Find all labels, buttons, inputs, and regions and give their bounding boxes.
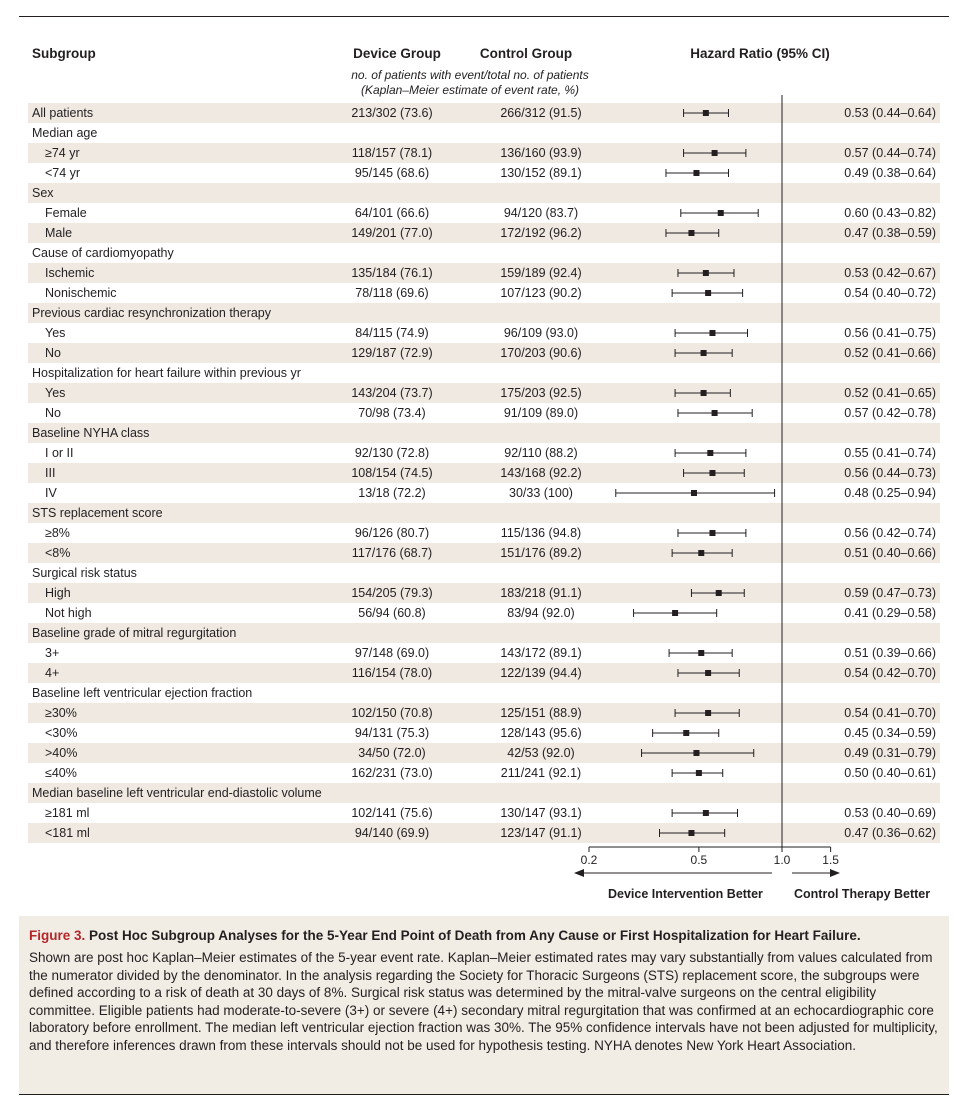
hazard-ratio-value: 0.47 (0.36–0.62) (844, 826, 936, 840)
table-row (28, 223, 940, 243)
hazard-ratio-value: 0.56 (0.42–0.74) (844, 526, 936, 540)
device-value: 117/176 (68.7) (351, 546, 433, 560)
subgroup-label: ≤40% (45, 766, 77, 780)
hazard-ratio-value: 0.54 (0.41–0.70) (844, 706, 936, 720)
device-value: 129/187 (72.9) (351, 346, 433, 360)
subgroup-label: ≥181 ml (45, 806, 90, 820)
table-row (28, 423, 940, 443)
table-row (28, 623, 940, 643)
subheader-line-1: no. of patients with event/total no. of patients (351, 68, 589, 82)
hazard-ratio-value: 0.51 (0.40–0.66) (844, 546, 936, 560)
table-row (28, 203, 940, 223)
table-row (28, 823, 940, 843)
table-row (28, 683, 940, 703)
device-value: 92/130 (72.8) (354, 446, 430, 460)
control-value: 123/147 (91.1) (500, 826, 582, 840)
table-row (28, 383, 940, 403)
device-value: 102/150 (70.8) (351, 706, 433, 720)
device-value: 162/231 (73.0) (351, 766, 433, 780)
device-value: 116/154 (78.0) (351, 666, 433, 680)
device-value: 64/101 (66.6) (354, 206, 430, 220)
table-row (28, 723, 940, 743)
hazard-ratio-value: 0.60 (0.43–0.82) (844, 206, 936, 220)
device-value: 135/184 (76.1) (351, 266, 433, 280)
device-value: 108/154 (74.5) (351, 466, 433, 480)
control-value: 143/172 (89.1) (500, 646, 582, 660)
subgroup-label: Female (45, 206, 87, 220)
control-group-header: Control Group (479, 46, 573, 61)
hazard-ratio-value: 0.54 (0.42–0.70) (844, 666, 936, 680)
control-value: 128/143 (95.6) (500, 726, 582, 740)
control-value: 122/139 (94.4) (500, 666, 582, 680)
hazard-ratio-header: Hazard Ratio (95% CI) (690, 46, 830, 61)
hazard-ratio-value: 0.55 (0.41–0.74) (844, 446, 936, 460)
table-row (28, 783, 940, 803)
control-value: 159/189 (92.4) (500, 266, 582, 280)
x-tick-label: 1.5 (822, 853, 839, 867)
subgroup-label: Not high (45, 606, 92, 620)
hazard-ratio-value: 0.49 (0.38–0.64) (844, 166, 936, 180)
table-row (28, 803, 940, 823)
hazard-ratio-value: 0.57 (0.42–0.78) (844, 406, 936, 420)
control-value: 175/203 (92.5) (500, 386, 582, 400)
hazard-ratio-value: 0.53 (0.40–0.69) (844, 806, 936, 820)
subgroup-label: Baseline NYHA class (32, 426, 150, 440)
bottom-rule (19, 1094, 949, 1095)
hazard-ratio-value: 0.48 (0.25–0.94) (844, 486, 936, 500)
control-value: 143/168 (92.2) (500, 466, 582, 480)
hazard-ratio-value: 0.47 (0.38–0.59) (844, 226, 936, 240)
subgroup-label: ≥8% (45, 526, 70, 540)
subgroup-label: Yes (45, 326, 66, 340)
subgroup-label: Previous cardiac resynchronization therapy (32, 306, 272, 320)
device-group-header: Device Group (353, 46, 441, 61)
subgroup-label: STS replacement score (32, 506, 163, 520)
control-value: 30/33 (100) (509, 486, 573, 500)
x-tick-label: 0.5 (690, 853, 708, 867)
table-row (28, 663, 940, 683)
control-value: 91/109 (89.0) (503, 406, 579, 420)
subgroup-label: No (45, 346, 61, 360)
table-row (28, 743, 940, 763)
control-value: 266/312 (91.5) (500, 106, 582, 120)
table-row (28, 563, 940, 583)
device-value: 149/201 (77.0) (351, 226, 433, 240)
table-row (28, 243, 940, 263)
control-value: 130/152 (89.1) (500, 166, 582, 180)
hazard-ratio-value: 0.56 (0.44–0.73) (844, 466, 936, 480)
subgroup-label: <181 ml (45, 826, 90, 840)
control-value: 96/109 (93.0) (503, 326, 579, 340)
table-row (28, 323, 940, 343)
subgroup-header: Subgroup (32, 46, 96, 61)
hazard-ratio-value: 0.50 (0.40–0.61) (844, 766, 936, 780)
subgroup-label: ≥30% (45, 706, 77, 720)
table-row (28, 463, 940, 483)
subheader-line-2: (Kaplan–Meier estimate of event rate, %) (360, 83, 580, 97)
x-tick-label: 0.2 (580, 853, 598, 867)
control-value: 183/218 (91.1) (500, 586, 582, 600)
subgroup-label: High (45, 586, 71, 600)
device-value: 78/118 (69.6) (355, 286, 429, 300)
caption-title-text: Post Hoc Subgroup Analyses for the 5-Year End Point of Death from Any Cause or First Hospitalization for Heart Failure. (85, 928, 861, 943)
table-row (28, 603, 940, 623)
subgroup-label: >40% (45, 746, 78, 760)
counts-subheader (300, 68, 640, 98)
device-value: 56/94 (60.8) (358, 606, 426, 620)
caption-title (29, 928, 941, 943)
device-value: 70/98 (73.4) (358, 406, 426, 420)
table-row (28, 523, 940, 543)
table-row (28, 403, 940, 423)
subgroup-label: Cause of cardiomyopathy (32, 246, 174, 260)
right-arrow-head (830, 869, 840, 877)
subgroup-label: Baseline grade of mitral regurgitation (32, 626, 237, 640)
control-value: 125/151 (88.9) (500, 706, 582, 720)
hazard-ratio-value: 0.53 (0.42–0.67) (844, 266, 936, 280)
hazard-ratio-value: 0.59 (0.47–0.73) (844, 586, 936, 600)
subgroup-label: Nonischemic (45, 286, 117, 300)
hazard-ratio-value: 0.54 (0.40–0.72) (844, 286, 936, 300)
table-row (28, 103, 940, 123)
subgroup-label: III (45, 466, 56, 480)
subgroup-label: Yes (45, 386, 66, 400)
subgroup-label: Median baseline left ventricular end-diastolic volume (32, 786, 322, 800)
control-value: 136/160 (93.9) (500, 146, 582, 160)
device-value: 97/148 (69.0) (354, 646, 430, 660)
control-value: 172/192 (96.2) (500, 226, 582, 240)
control-value: 94/120 (83.7) (503, 206, 579, 220)
device-value: 13/18 (72.2) (358, 486, 426, 500)
table-row (28, 483, 940, 503)
device-value: 213/302 (73.6) (351, 106, 433, 120)
device-value: 96/126 (80.7) (354, 526, 430, 540)
control-value: 151/176 (89.2) (500, 546, 582, 560)
device-value: 154/205 (79.3) (351, 586, 433, 600)
device-value: 118/157 (78.1) (351, 146, 433, 160)
control-value: 170/203 (90.6) (500, 346, 582, 360)
hazard-ratio-value: 0.51 (0.39–0.66) (844, 646, 936, 660)
subgroup-label: 3+ (45, 646, 60, 660)
favors-device-label: Device Intervention Better (608, 887, 763, 901)
hazard-ratio-value: 0.52 (0.41–0.65) (844, 386, 936, 400)
top-rule (19, 16, 949, 17)
table-row (28, 443, 940, 463)
hazard-ratio-value: 0.57 (0.44–0.74) (844, 146, 936, 160)
control-value: 211/241 (92.1) (500, 766, 582, 780)
device-value: 102/141 (75.6) (351, 806, 433, 820)
subgroup-label: Surgical risk status (32, 566, 137, 580)
hazard-ratio-value: 0.45 (0.34–0.59) (844, 726, 936, 740)
figure-caption (19, 916, 949, 1094)
left-arrow-head (574, 869, 584, 877)
table-row (28, 303, 940, 323)
control-value: 115/136 (94.8) (500, 526, 582, 540)
favors-control-label: Control Therapy Better (794, 887, 931, 901)
table-row (28, 543, 940, 563)
subgroup-label: 4+ (45, 666, 60, 680)
table-row (28, 143, 940, 163)
table-row (28, 283, 940, 303)
device-value: 95/145 (68.6) (354, 166, 430, 180)
table-row (28, 763, 940, 783)
table-row (28, 583, 940, 603)
control-value: 83/94 (92.0) (507, 606, 575, 620)
table-row (28, 643, 940, 663)
subgroup-label: <74 yr (45, 166, 81, 180)
subgroup-label: <8% (45, 546, 71, 560)
table-row (28, 123, 940, 143)
table-row (28, 343, 940, 363)
device-value: 34/50 (72.0) (358, 746, 426, 760)
control-value: 42/53 (92.0) (507, 746, 575, 760)
subgroup-label: No (45, 406, 61, 420)
hazard-ratio-value: 0.56 (0.41–0.75) (844, 326, 936, 340)
x-tick-label: 1.0 (773, 853, 791, 867)
device-value: 143/204 (73.7) (351, 386, 433, 400)
device-value: 84/115 (74.9) (355, 326, 429, 340)
subgroup-label: Sex (32, 186, 54, 200)
hazard-ratio-value: 0.49 (0.31–0.79) (844, 746, 936, 760)
table-row (28, 363, 940, 383)
control-value: 92/110 (88.2) (504, 446, 578, 460)
control-value: 107/123 (90.2) (500, 286, 582, 300)
subgroup-label: Male (45, 226, 73, 240)
figure-label: Figure 3. (29, 928, 86, 943)
subgroup-label: Baseline left ventricular ejection fraction (32, 686, 253, 700)
caption-body: Shown are post hoc Kaplan–Meier estimates of the 5-year event rate. Kaplan–Meier estimated rates may vary substantially from values calculated from the numerator divided by the denominator. In the analysis regarding the Society for Thoracic Surgeons (STS) replacement score, the subgroups were defined according to a risk of death at 30 days of 8%. Surgical risk status was determined by the mitral-valve surgeons on the central eligibility committee. Eligible patients had moderate-to-severe (3+) or severe (4+) secondary mitral regurgitation that was confirmed at an echocardiographic core laboratory before enrollment. The median left ventricular ejection fraction was 30%. The 95% confidence intervals have not been adjusted for multiplicity, and therefore inferences drawn from these intervals should not be used for hypothesis testing. NYHA denotes New York Heart Association. (29, 950, 938, 1053)
table-row (28, 503, 940, 523)
control-value: 130/147 (93.1) (500, 806, 582, 820)
table-row (28, 183, 940, 203)
table-row (28, 703, 940, 723)
subgroup-label: IV (45, 486, 57, 500)
hazard-ratio-value: 0.41 (0.29–0.58) (844, 606, 936, 620)
device-value: 94/140 (69.9) (354, 826, 430, 840)
subgroup-label: Hospitalization for heart failure within previous yr (32, 366, 301, 380)
subgroup-label: <30% (45, 726, 78, 740)
subgroup-label: Median age (32, 126, 98, 140)
table-row (28, 263, 940, 283)
hazard-ratio-value: 0.53 (0.44–0.64) (844, 106, 936, 120)
subgroup-label: Ischemic (45, 266, 95, 280)
table-row (28, 163, 940, 183)
subgroup-label: ≥74 yr (45, 146, 80, 160)
hazard-ratio-value: 0.52 (0.41–0.66) (844, 346, 936, 360)
device-value: 94/131 (75.3) (354, 726, 430, 740)
subgroup-label: All patients (32, 106, 94, 120)
subgroup-label: I or II (45, 446, 74, 460)
